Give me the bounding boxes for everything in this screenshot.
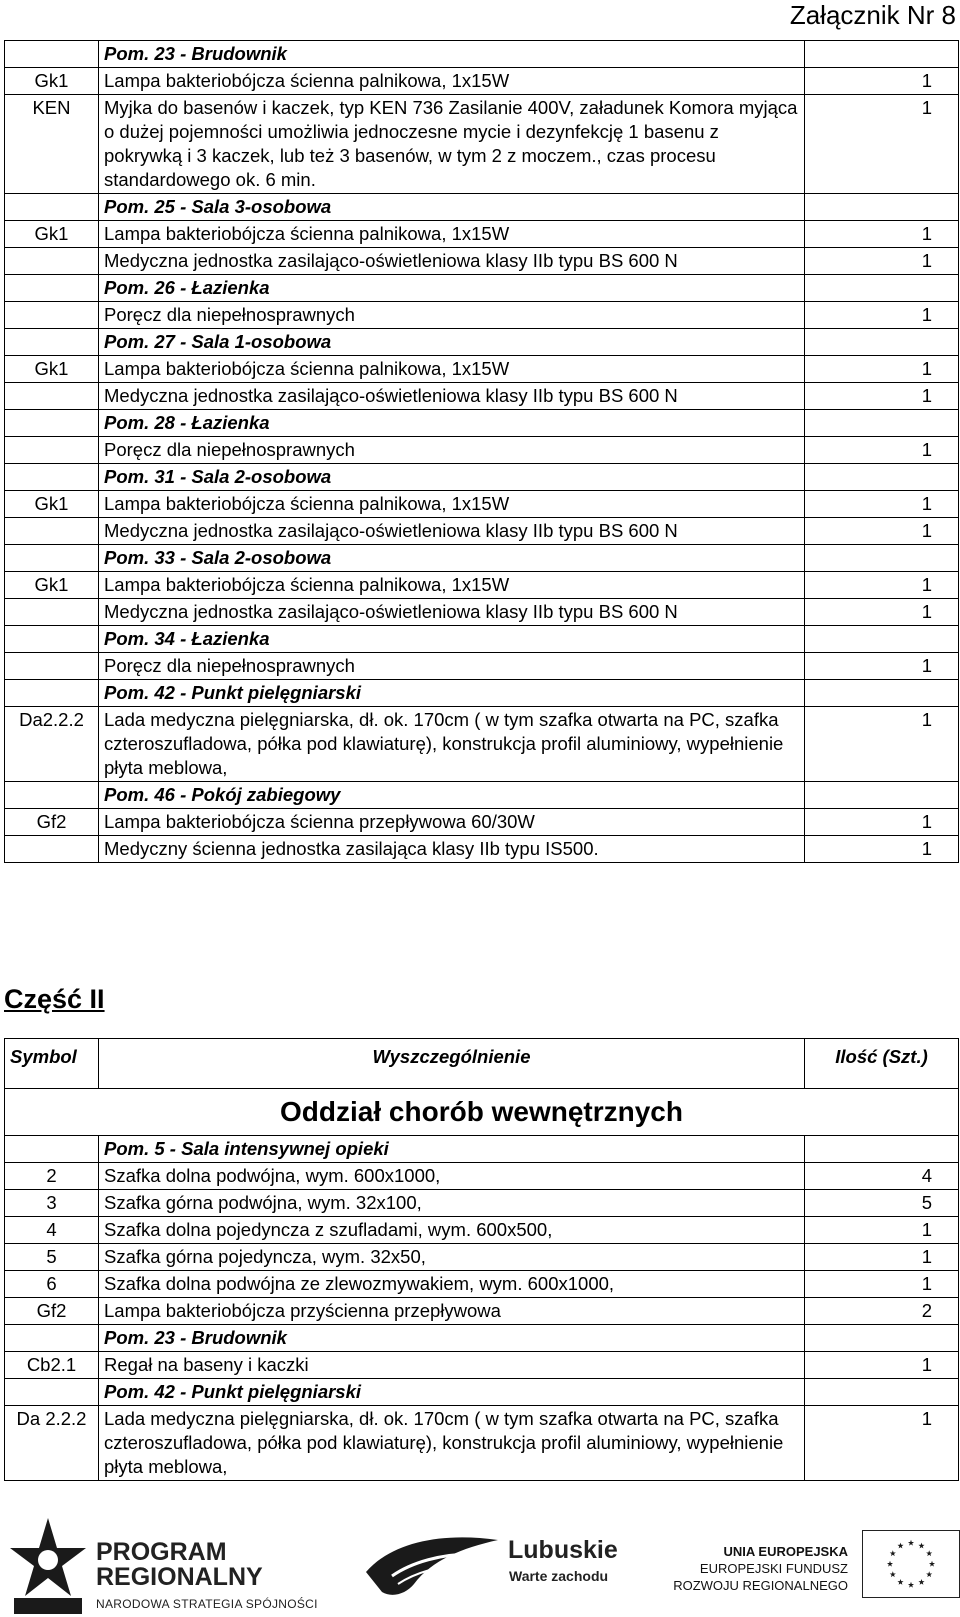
- item-quantity: 1: [805, 1352, 959, 1379]
- item-quantity: [805, 782, 959, 809]
- item-description: Lampa bakteriobójcza ścienna palnikowa, 1x15W: [99, 221, 805, 248]
- item-row: [5, 1271, 959, 1298]
- program-star-logo-icon: [8, 1516, 88, 1616]
- section-title: Pom. 42 - Punkt pielęgniarski: [99, 1379, 805, 1406]
- item-symbol: [5, 653, 99, 680]
- section-row: [5, 626, 959, 653]
- item-row: [5, 1244, 959, 1271]
- item-row: [5, 653, 959, 680]
- item-symbol: [5, 836, 99, 863]
- item-symbol: Gk1: [5, 491, 99, 518]
- item-quantity: 1: [805, 518, 959, 545]
- item-symbol: [5, 410, 99, 437]
- item-quantity: 1: [805, 221, 959, 248]
- item-quantity: 1: [805, 302, 959, 329]
- section-row: [5, 782, 959, 809]
- item-symbol: 4: [5, 1217, 99, 1244]
- item-description: Lampa bakteriobójcza ścienna przepływowa 60/30W: [99, 809, 805, 836]
- item-quantity: 1: [805, 572, 959, 599]
- item-row: [5, 518, 959, 545]
- item-description: Szafka dolna pojedyncza z szufladami, wym. 600x500,: [99, 1217, 805, 1244]
- section-row: [5, 464, 959, 491]
- section-title: Pom. 25 - Sala 3-osobowa: [99, 194, 805, 221]
- section-row: [5, 275, 959, 302]
- item-row: [5, 836, 959, 863]
- section-title: Pom. 23 - Brudownik: [99, 41, 805, 68]
- program-logo-text: PROGRAM REGIONALNY: [96, 1538, 263, 1591]
- item-symbol: [5, 383, 99, 410]
- eu-star-icon: [887, 1561, 893, 1567]
- section-row: [5, 1379, 959, 1406]
- department-title: Oddział chorób wewnętrznych: [5, 1089, 959, 1136]
- section-title: Pom. 23 - Brudownik: [99, 1325, 805, 1352]
- eu-flag-icon: [862, 1530, 960, 1598]
- section-title: Pom. 26 - Łazienka: [99, 275, 805, 302]
- item-row: [5, 1298, 959, 1325]
- item-symbol: Da 2.2.2: [5, 1406, 99, 1481]
- eu-star-icon: [926, 1571, 932, 1577]
- item-description: Szafka dolna podwójna, wym. 600x1000,: [99, 1163, 805, 1190]
- item-symbol: 2: [5, 1163, 99, 1190]
- item-quantity: 1: [805, 1244, 959, 1271]
- department-row: [5, 1089, 959, 1136]
- item-symbol: [5, 41, 99, 68]
- item-description: Lampa bakteriobójcza ścienna palnikowa, 1x15W: [99, 491, 805, 518]
- item-symbol: Gk1: [5, 221, 99, 248]
- item-description: Lada medyczna pielęgniarska, dł. ok. 170cm ( w tym szafka otwarta na PC, szafka czteroszufladowa, półka pod klawiaturę), konstrukcja profil aluminiowy, wypełnienie płyta meblowa,: [99, 1406, 805, 1481]
- item-description: Myjka do basenów i kaczek, typ KEN 736 Zasilanie 400V, załadunek Komora myjąca o dużej pojemności umożliwia jednoczesne mycie i dezynfekcję 1 basenu z pokrywką i 3 kaczek, lub też 3 basenów, w tym 2 z moczem., czas procesu standardowego ok. 6 min.: [99, 95, 805, 194]
- item-symbol: [5, 626, 99, 653]
- eu-star-icon: [897, 1543, 903, 1549]
- item-row: [5, 707, 959, 782]
- item-symbol: 5: [5, 1244, 99, 1271]
- item-quantity: [805, 1379, 959, 1406]
- item-quantity: 1: [805, 707, 959, 782]
- item-symbol: [5, 437, 99, 464]
- item-description: Lampa bakteriobójcza ścienna palnikowa, 1x15W: [99, 572, 805, 599]
- item-symbol: 3: [5, 1190, 99, 1217]
- item-quantity: 2: [805, 1298, 959, 1325]
- section-title: Pom. 28 - Łazienka: [99, 410, 805, 437]
- program-subtitle: NARODOWA STRATEGIA SPÓJNOŚCI: [96, 1597, 318, 1611]
- item-row: [5, 437, 959, 464]
- item-quantity: 1: [805, 356, 959, 383]
- item-description: Medyczny ścienna jednostka zasilająca klasy IIb typu IS500.: [99, 836, 805, 863]
- item-description: Regał na baseny i kaczki: [99, 1352, 805, 1379]
- equipment-table-part1: [4, 40, 959, 863]
- item-symbol: [5, 464, 99, 491]
- section-row: [5, 194, 959, 221]
- item-row: [5, 572, 959, 599]
- item-quantity: [805, 545, 959, 572]
- item-quantity: [805, 194, 959, 221]
- item-symbol: [5, 782, 99, 809]
- item-row: [5, 302, 959, 329]
- item-symbol: Gk1: [5, 68, 99, 95]
- section-row: [5, 41, 959, 68]
- item-row: [5, 1406, 959, 1481]
- item-symbol: Gf2: [5, 809, 99, 836]
- item-quantity: 1: [805, 653, 959, 680]
- item-symbol: KEN: [5, 95, 99, 194]
- section-row: [5, 545, 959, 572]
- section-title: Pom. 31 - Sala 2-osobowa: [99, 464, 805, 491]
- eu-star-icon: [918, 1579, 924, 1585]
- eu-star-icon: [890, 1571, 896, 1577]
- section-title: Pom. 42 - Punkt pielęgniarski: [99, 680, 805, 707]
- item-row: [5, 383, 959, 410]
- item-row: [5, 1163, 959, 1190]
- item-quantity: [805, 1325, 959, 1352]
- eu-star-icon: [890, 1550, 896, 1556]
- annex-label: Załącznik Nr 8: [789, 0, 956, 30]
- item-symbol: [5, 275, 99, 302]
- item-quantity: 1: [805, 1406, 959, 1481]
- eu-star-icon: [897, 1579, 903, 1585]
- item-symbol: [5, 1379, 99, 1406]
- item-description: Szafka górna pojedyncza, wym. 32x50,: [99, 1244, 805, 1271]
- equipment-table-part2: [4, 1038, 959, 1481]
- section-row: [5, 410, 959, 437]
- item-symbol: [5, 680, 99, 707]
- item-quantity: [805, 41, 959, 68]
- section-row: [5, 680, 959, 707]
- item-quantity: 1: [805, 1271, 959, 1298]
- item-symbol: [5, 1325, 99, 1352]
- item-row: [5, 356, 959, 383]
- item-quantity: [805, 410, 959, 437]
- item-quantity: 1: [805, 68, 959, 95]
- item-description: Lampa bakteriobójcza ścienna palnikowa, 1x15W: [99, 356, 805, 383]
- eu-star-icon: [908, 1540, 914, 1546]
- item-quantity: [805, 1136, 959, 1163]
- item-symbol: Gk1: [5, 356, 99, 383]
- item-quantity: 4: [805, 1163, 959, 1190]
- section-title: Pom. 33 - Sala 2-osobowa: [99, 545, 805, 572]
- item-description: Lampa bakteriobójcza ścienna palnikowa, 1x15W: [99, 68, 805, 95]
- lubuskie-bird-logo-icon: [362, 1532, 502, 1602]
- item-symbol: [5, 518, 99, 545]
- item-symbol: Da2.2.2: [5, 707, 99, 782]
- item-quantity: 1: [805, 1217, 959, 1244]
- item-row: [5, 221, 959, 248]
- item-quantity: 1: [805, 437, 959, 464]
- item-symbol: [5, 1136, 99, 1163]
- item-quantity: [805, 329, 959, 356]
- item-quantity: 1: [805, 599, 959, 626]
- item-row: [5, 491, 959, 518]
- item-symbol: [5, 599, 99, 626]
- item-description: Szafka górna podwójna, wym. 32x100,: [99, 1190, 805, 1217]
- table-header-row: [5, 1039, 959, 1089]
- eu-star-icon: [926, 1550, 932, 1556]
- item-symbol: [5, 248, 99, 275]
- section-title: Pom. 27 - Sala 1-osobowa: [99, 329, 805, 356]
- lubuskie-name: Lubuskie: [508, 1536, 618, 1564]
- item-quantity: 1: [805, 809, 959, 836]
- item-quantity: 5: [805, 1190, 959, 1217]
- item-quantity: 1: [805, 491, 959, 518]
- item-quantity: [805, 464, 959, 491]
- eu-fund-text: UNIA EUROPEJSKA EUROPEJSKI FUNDUSZ ROZWOJU REGIONALNEGO: [673, 1544, 848, 1593]
- item-quantity: 1: [805, 383, 959, 410]
- item-description: Medyczna jednostka zasilająco-oświetleniowa klasy IIb typu BS 600 N: [99, 518, 805, 545]
- item-symbol: Cb2.1: [5, 1352, 99, 1379]
- item-row: [5, 68, 959, 95]
- item-quantity: 1: [805, 248, 959, 275]
- item-description: Medyczna jednostka zasilająco-oświetleniowa klasy IIb typu BS 600 N: [99, 599, 805, 626]
- header-symbol: Symbol: [5, 1039, 99, 1089]
- part-title: Część II: [4, 984, 105, 1014]
- item-description: Medyczna jednostka zasilająco-oświetleniowa klasy IIb typu BS 600 N: [99, 248, 805, 275]
- eu-star-icon: [918, 1543, 924, 1549]
- eu-star-icon: [929, 1561, 935, 1567]
- item-quantity: [805, 275, 959, 302]
- section-row: [5, 1325, 959, 1352]
- item-row: [5, 599, 959, 626]
- section-title: Pom. 46 - Pokój zabiegowy: [99, 782, 805, 809]
- item-row: [5, 1217, 959, 1244]
- item-description: Lada medyczna pielęgniarska, dł. ok. 170cm ( w tym szafka otwarta na PC, szafka czteroszufladowa, półka pod klawiaturę), konstrukcja profil aluminiowy, wypełnienie płyta meblowa,: [99, 707, 805, 782]
- item-symbol: [5, 302, 99, 329]
- item-quantity: 1: [805, 836, 959, 863]
- item-row: [5, 1352, 959, 1379]
- item-row: [5, 95, 959, 194]
- section-row: [5, 1136, 959, 1163]
- item-description: Szafka dolna podwójna ze zlewozmywakiem, wym. 600x1000,: [99, 1271, 805, 1298]
- header-description: Wyszczególnienie: [99, 1039, 805, 1089]
- item-symbol: [5, 545, 99, 572]
- item-quantity: [805, 680, 959, 707]
- item-description: Poręcz dla niepełnosprawnych: [99, 437, 805, 464]
- item-description: Lampa bakteriobójcza przyścienna przepływowa: [99, 1298, 805, 1325]
- eu-star-icon: [908, 1582, 914, 1588]
- item-symbol: [5, 329, 99, 356]
- lubuskie-slogan: Warte zachodu: [509, 1568, 609, 1584]
- item-description: Poręcz dla niepełnosprawnych: [99, 302, 805, 329]
- section-row: [5, 329, 959, 356]
- item-quantity: [805, 626, 959, 653]
- section-title: Pom. 34 - Łazienka: [99, 626, 805, 653]
- item-quantity: 1: [805, 95, 959, 194]
- item-description: Medyczna jednostka zasilająco-oświetleniowa klasy IIb typu BS 600 N: [99, 383, 805, 410]
- item-symbol: Gf2: [5, 1298, 99, 1325]
- footer-logos: [0, 1510, 960, 1617]
- header-quantity: Ilość (Szt.): [805, 1039, 959, 1089]
- item-row: [5, 1190, 959, 1217]
- item-description: Poręcz dla niepełnosprawnych: [99, 653, 805, 680]
- item-symbol: 6: [5, 1271, 99, 1298]
- item-symbol: [5, 194, 99, 221]
- section-title: Pom. 5 - Sala intensywnej opieki: [99, 1136, 805, 1163]
- item-row: [5, 809, 959, 836]
- item-symbol: Gk1: [5, 572, 99, 599]
- item-row: [5, 248, 959, 275]
